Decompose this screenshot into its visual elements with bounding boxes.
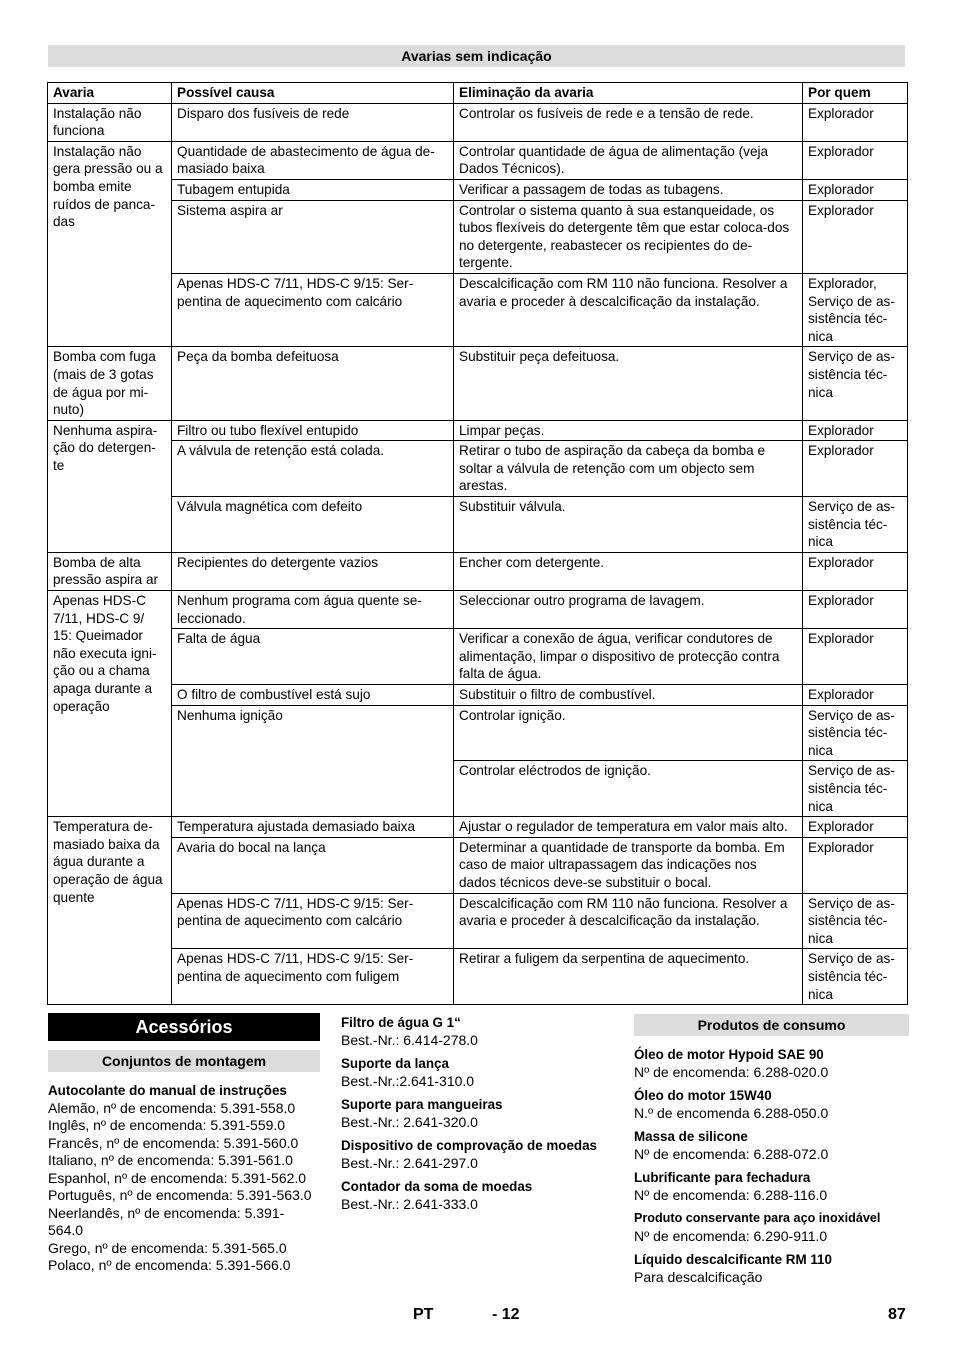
- sticker-lines: [48, 1100, 320, 1275]
- fix-cell: Controlar os fusíveis de rede e a tensão de rede.: [454, 103, 803, 141]
- cause-cell: Recipientes do detergente vazios: [172, 552, 454, 590]
- sticker-line: Italiano, nº de encomenda: 5.391-561.0: [48, 1152, 293, 1168]
- table-row: [48, 441, 908, 497]
- fix-cell: Controlar ignição.: [454, 705, 803, 761]
- cause-cell: Peça da bomba defeituosa: [172, 347, 454, 420]
- cause-cell: Avaria do bocal na lança: [172, 837, 454, 893]
- fault-cell: Apenas HDS-C 7/11, HDS-C 9/ 15: Queimador não executa igni-ção ou a chama apaga durante a operação: [48, 591, 172, 817]
- accessory-item-number: Best.-Nr.: 6.414-278.0: [341, 1031, 478, 1048]
- table-row: [48, 420, 908, 441]
- cause-cell: Nenhum programa com água quente se-leccionado.: [172, 591, 454, 629]
- who-cell: Serviço de as-sistência téc-nica: [803, 347, 908, 420]
- consumable-item-number: N.º de encomenda 6.288-050.0: [634, 1104, 829, 1121]
- table-row: [48, 685, 908, 706]
- consumable-item-title: Óleo de motor Hypoid SAE 90: [634, 1047, 824, 1062]
- footer-page-code: - 12: [492, 1306, 520, 1323]
- table-header-row: [48, 83, 908, 104]
- fix-cell: Ajustar o regulador de temperatura em valor mais alto.: [454, 817, 803, 838]
- sticker-line: 564.0: [48, 1222, 84, 1238]
- sticker-line: Grego, nº de encomenda: 5.391-565.0: [48, 1239, 287, 1256]
- who-cell: Explorador: [803, 141, 908, 179]
- accessory-item-title: Dispositivo de comprovação de moedas: [341, 1138, 597, 1153]
- cause-cell: Quantidade de abastecimento de água de-masiado baixa: [172, 141, 454, 179]
- who-cell: Explorador: [803, 591, 908, 629]
- table-row: [48, 179, 908, 200]
- who-cell: Explorador: [803, 103, 908, 141]
- who-cell: Explorador: [803, 420, 908, 441]
- cause-cell: A válvula de retenção está colada.: [172, 441, 454, 497]
- cause-cell: Nenhuma ignição: [172, 705, 454, 817]
- middle-accessories-column: [341, 1014, 626, 1213]
- cause-cell: Disparo dos fusíveis de rede: [172, 103, 454, 141]
- fix-cell: Retirar o tubo de aspiração da cabeça da bomba e soltar a válvula de retenção com um objecto sem arestas.: [454, 441, 803, 497]
- fix-cell: Seleccionar outro programa de lavagem.: [454, 591, 803, 629]
- table-row: [48, 837, 908, 893]
- table-row: [48, 347, 908, 420]
- fault-cell: Temperatura de-masiado baixa da água durante a operação de água quente: [48, 817, 172, 1005]
- table-row: [48, 893, 908, 949]
- consumable-item-number: Nº de encomenda: 6.288-072.0: [634, 1145, 829, 1162]
- cause-cell: Temperatura ajustada demasiado baixa: [172, 817, 454, 838]
- fix-cell: Determinar a quantidade de transporte da bomba. Em caso de maior ultrapassagem das indicações nos dados técnicos deve-se substituir o bocal.: [454, 837, 803, 893]
- sticker-line: Polaco, nº de encomenda: 5.391-566.0: [48, 1257, 291, 1273]
- accessories-title: Acessórios: [48, 1013, 320, 1041]
- consumable-item-title: Massa de silicone: [634, 1129, 748, 1144]
- table-row: [48, 103, 908, 141]
- consumable-item-number: Para descalcificação: [634, 1268, 763, 1285]
- cause-cell: Sistema aspira ar: [172, 200, 454, 273]
- who-cell: Explorador: [803, 179, 908, 200]
- who-cell: Explorador, Serviço de as-sistência téc-nica: [803, 273, 908, 346]
- table-row: [48, 629, 908, 685]
- fix-cell: Substituir válvula.: [454, 497, 803, 553]
- fix-cell: Controlar o sistema quanto à sua estanqueidade, os tubos flexíveis do detergente têm que estar coloca-dos no detergente, reabastecer os recipientes do de-tergente.: [454, 200, 803, 273]
- who-cell: Serviço de as-sistência téc-nica: [803, 497, 908, 553]
- sticker-line: Inglês, nº de encomenda: 5.391-559.0: [48, 1117, 286, 1133]
- fix-cell: Limpar peças.: [454, 420, 803, 441]
- accessory-item-number: Best.-Nr.: 2.641-320.0: [341, 1113, 478, 1130]
- who-cell: Explorador: [803, 200, 908, 273]
- table-row: [48, 497, 908, 553]
- cause-cell: Falta de água: [172, 629, 454, 685]
- consumable-item-number: Nº de encomenda: 6.288-020.0: [634, 1063, 829, 1080]
- footer-page-number: 87: [888, 1306, 906, 1323]
- accessory-item-title: Contador da soma de moedas: [341, 1179, 533, 1194]
- fix-cell: Verificar a conexão de água, verificar condutores de alimentação, limpar o dispositivo de protecção contra falta de água.: [454, 629, 803, 685]
- assembly-kits-subtitle: Conjuntos de montagem: [48, 1050, 320, 1072]
- fault-cell: Instalação não gera pressão ou a bomba emite ruídos de panca-das: [48, 141, 172, 347]
- fix-cell: Verificar a passagem de todas as tubagens.: [454, 179, 803, 200]
- cause-cell: Filtro ou tubo flexível entupido: [172, 420, 454, 441]
- who-cell: Serviço de as-sistência téc-nica: [803, 761, 908, 817]
- fault-cell: Bomba com fuga (mais de 3 gotas de água por mi-nuto): [48, 347, 172, 420]
- faults-table: [47, 82, 908, 1005]
- table-row: [48, 141, 908, 179]
- header-fix: Eliminação da avaria: [454, 83, 803, 104]
- table-row: [48, 705, 908, 761]
- consumables-list: [634, 1046, 909, 1286]
- cause-cell: Apenas HDS-C 7/11, HDS-C 9/15: Ser-pentina de aquecimento com calcário: [172, 893, 454, 949]
- sticker-line: Português, nº de encomenda: 5.391-563.0: [48, 1187, 312, 1203]
- faults-table-body: [48, 103, 908, 1005]
- sticker-line: Alemão, nº de encomenda: 5.391-558.0: [48, 1099, 296, 1116]
- table-row: [48, 591, 908, 629]
- fix-cell: Retirar a fuligem da serpentina de aquecimento.: [454, 949, 803, 1005]
- accessory-item-number: Best.-Nr.: 2.641-297.0: [341, 1154, 478, 1171]
- header-fault: Avaria: [48, 83, 172, 104]
- accessory-item-number: Best.-Nr.: 2.641-333.0: [341, 1195, 478, 1212]
- section-title-faults: Avarias sem indicação: [48, 45, 905, 67]
- cause-cell: Tubagem entupida: [172, 179, 454, 200]
- fix-cell: Substituir peça defeituosa.: [454, 347, 803, 420]
- consumables-title: Produtos de consumo: [634, 1014, 909, 1036]
- footer-language: PT: [413, 1306, 434, 1323]
- who-cell: Explorador: [803, 817, 908, 838]
- table-row: [48, 817, 908, 838]
- fault-cell: Instalação não funciona: [48, 103, 172, 141]
- accessory-item-title: Filtro de água G 1“: [341, 1015, 461, 1030]
- fault-cell: Nenhuma aspira-ção do detergen-te: [48, 420, 172, 552]
- fault-cell: Bomba de alta pressão aspira ar: [48, 552, 172, 590]
- fix-cell: Controlar eléctrodos de ignição.: [454, 761, 803, 817]
- who-cell: Serviço de as-sistência téc-nica: [803, 949, 908, 1005]
- who-cell: Explorador: [803, 837, 908, 893]
- table-row: [48, 200, 908, 273]
- who-cell: Explorador: [803, 552, 908, 590]
- who-cell: Explorador: [803, 685, 908, 706]
- fix-cell: Descalcificação com RM 110 não funciona. Resolver a avaria e proceder à descalcificação da instalação.: [454, 893, 803, 949]
- consumable-item-title: Óleo do motor 15W40: [634, 1088, 772, 1103]
- cause-cell: Válvula magnética com defeito: [172, 497, 454, 553]
- sticker-title: Autocolante do manual de instruções: [48, 1083, 287, 1098]
- consumable-item-title: Lubrificante para fechadura: [634, 1170, 811, 1185]
- consumable-item-number: Nº de encomenda: 6.290-911.0: [634, 1227, 828, 1244]
- cause-cell: Apenas HDS-C 7/11, HDS-C 9/15: Ser-pentina de aquecimento com calcário: [172, 273, 454, 346]
- fix-cell: Controlar quantidade de água de alimentação (veja Dados Técnicos).: [454, 141, 803, 179]
- sticker-line: Francês, nº de encomenda: 5.391-560.0: [48, 1134, 299, 1151]
- consumable-item-title: Líquido descalcificante RM 110: [634, 1252, 832, 1267]
- who-cell: Explorador: [803, 629, 908, 685]
- consumable-item-title: Produto conservante para aço inoxidável: [634, 1211, 881, 1225]
- sticker-line: Espanhol, nº de encomenda: 5.391-562.0: [48, 1169, 307, 1186]
- consumable-item-number: Nº de encomenda: 6.288-116.0: [634, 1186, 828, 1203]
- fix-cell: Encher com detergente.: [454, 552, 803, 590]
- cause-cell: Apenas HDS-C 7/11, HDS-C 9/15: Ser-pentina de aquecimento com fuligem: [172, 949, 454, 1005]
- fix-cell: Descalcificação com RM 110 não funciona. Resolver a avaria e proceder à descalcificação da instalação.: [454, 273, 803, 346]
- who-cell: Serviço de as-sistência téc-nica: [803, 705, 908, 761]
- who-cell: Explorador: [803, 441, 908, 497]
- consumables-column: [634, 1014, 909, 1286]
- fix-cell: Substituir o filtro de combustível.: [454, 685, 803, 706]
- accessory-item-title: Suporte para mangueiras: [341, 1097, 503, 1112]
- who-cell: Serviço de as-sistência téc-nica: [803, 893, 908, 949]
- table-row: [48, 949, 908, 1005]
- table-row: [48, 552, 908, 590]
- header-who: Por quem: [803, 83, 908, 104]
- accessory-item-number: Best.-Nr.:2.641-310.0: [341, 1072, 475, 1089]
- header-cause: Possível causa: [172, 83, 454, 104]
- accessory-item-title: Suporte da lança: [341, 1056, 449, 1071]
- accessories-column: [48, 1013, 320, 1275]
- sticker-line: Neerlandês, nº de encomenda: 5.391-: [48, 1204, 285, 1221]
- cause-cell: O filtro de combustível está sujo: [172, 685, 454, 706]
- table-row: [48, 273, 908, 346]
